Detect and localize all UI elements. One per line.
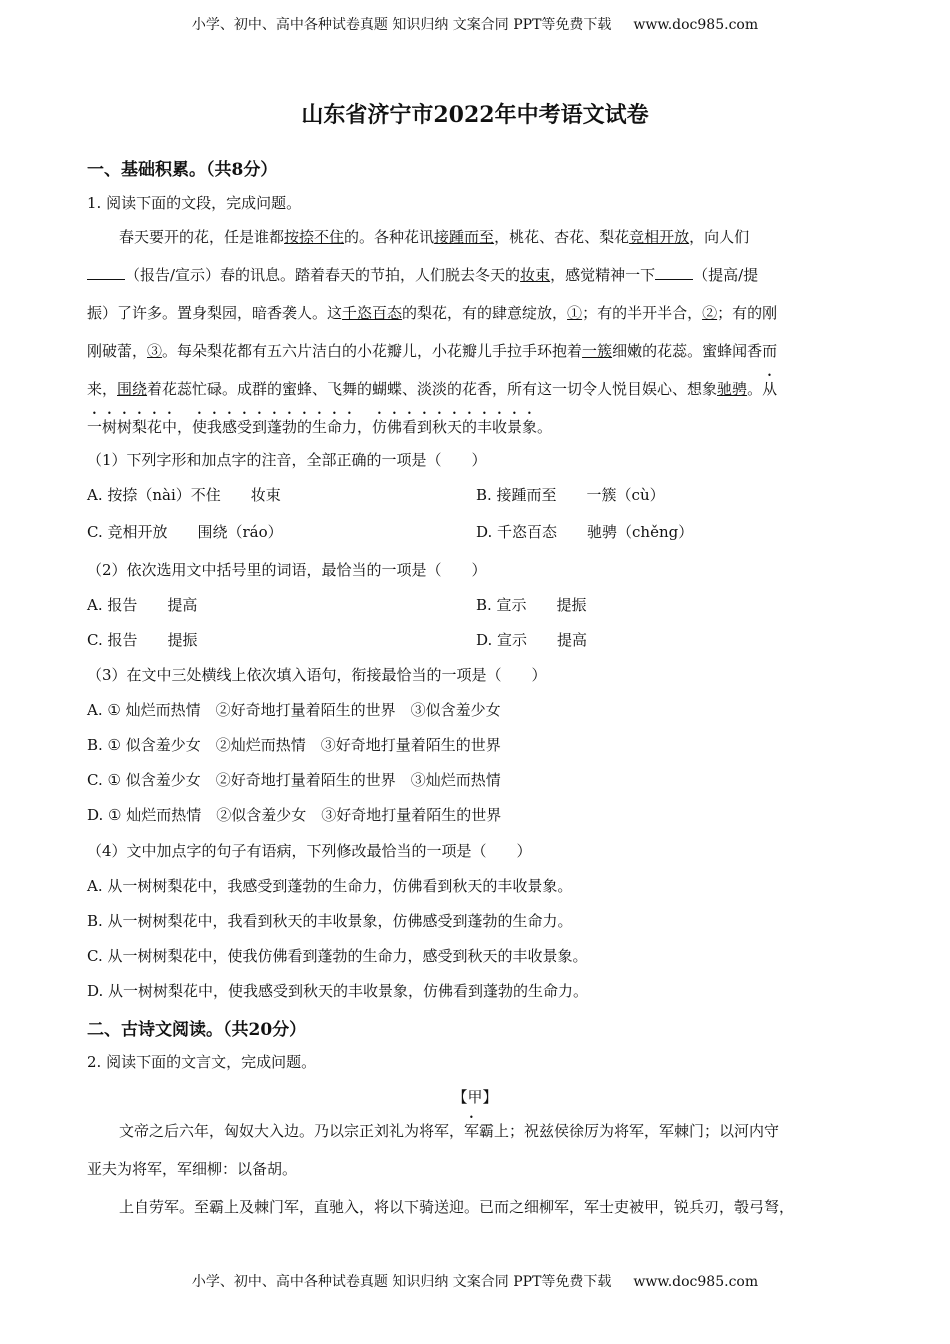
section-2-heading: 二、古诗文阅读。（共20分） [87,1020,307,1040]
sub4-option-d: D. 从一树树梨花中，使我感受到秋天的丰收景象，仿佛看到蓬勃的生命力。 [87,982,589,1000]
dotted-sentence: 一树树梨花中，使我感受到蓬勃的生命力，仿佛看到秋天的丰收景象。 [87,418,553,436]
sub4-stem: （4）文中加点字的句子有语病，下列修改最恰当的一项是（ ） [87,842,532,860]
sub4-option-b: B. 从一树树梨花中，我看到秋天的丰收景象，仿佛感受到蓬勃的生命力。 [87,912,573,930]
question-2-intro: 2. 阅读下面的文言文，完成问题。 [87,1053,317,1071]
sub1-option-a: A. 按捺（nài）不住 妆束 [87,486,281,504]
sub4-option-c: C. 从一树树梨花中，使我仿佛看到蓬勃的生命力，感受到秋天的丰收景象。 [87,947,588,965]
classical-passage: 文帝之后六年，匈奴大入边。乃以宗正刘礼为将军，军霸上；祝兹侯徐厉为将军，军棘门；以河内守 亚夫为将军，军细柳：以备胡。 上自劳军。至霸上及棘门军，直驰入，将以下骑送迎。已而之细柳军，军士吏被甲，锐兵刃，彀弓弩， [87,1122,795,1216]
reading-passage: 春天要开的花，任是谁都按捺不住的。各种花讯接踵而至，桃花、杏花、梨花竞相开放，向人们 （报告/宣示）春的讯息。踏着春天的节拍，人们脱去冬天的妆束，感觉精神一下 （提高/提 振）了许多。置身梨园，暗香袭人。这千恣百态的梨花，有的肆意绽放，①；有的半开半合，②；有的刚 刚破蕾，③。每朵梨花都有五六片洁白的小花瓣儿，小花瓣儿手拉手环抱着一簇细嫩的花蕊。蜜蜂闻香而 来，围绕着花蕊忙碌。成群的蜜蜂、飞舞的蝴蝶、淡淡的花香，所有这一切令人悦目娱心、想象驰骋。从 一树树梨花中，使我感受到蓬勃的生命力，仿佛看到秋天的丰收景象。 [87,228,778,436]
sub2-option-a: A. 报告 提高 [87,596,198,614]
blank-1 [87,265,125,280]
sub1-option-c: C. 竞相开放 围绕（ráo） [87,523,283,541]
blank-2 [655,265,693,280]
footer-text: 小学、初中、高中各种试卷真题 知识归纳 文案合同 PPT等免费下载 [191,1274,612,1290]
sub3-option-c: C. ① 似含羞少女 ②好奇地打量着陌生的世界 ③灿烂而热情 [87,771,501,789]
sub1-option-d: D. 千恣百态 驰骋（chěng） [476,523,694,541]
page-footer [0,1271,950,1291]
section-1-heading: 一、基础积累。（共8分） [87,160,278,180]
sub2-stem: （2）依次选用文中括号里的词语，最恰当的一项是（ ） [87,561,487,579]
sub3-option-a: A. ① 灿烂而热情 ②好奇地打量着陌生的世界 ③似含羞少女 [87,701,501,719]
sub2-option-c: C. 报告 提振 [87,631,198,649]
sub3-stem: （3）在文中三处横线上依次填入语句，衔接最恰当的一项是（ ） [87,666,547,684]
jia-label: 【甲】 [452,1088,498,1106]
footer-site[interactable]: www.doc985.com [633,1274,759,1290]
sub3-option-b: B. ① 似含羞少女 ②灿烂而热情 ③好奇地打量着陌生的世界 [87,736,501,754]
sub4-option-a: A. 从一树树梨花中，我感受到蓬勃的生命力，仿佛看到秋天的丰收景象。 [87,877,573,895]
page-title: 山东省济宁市2022年中考语文试卷 [301,102,649,128]
sub2-option-b: B. 宣示 提振 [476,596,587,614]
sub1-stem: （1）下列字形和加点字的注音，全部正确的一项是（ ） [87,451,487,469]
header-text: 小学、初中、高中各种试卷真题 知识归纳 文案合同 PPT等免费下载 [191,17,612,33]
sub3-option-d: D. ① 灿烂而热情 ②似含羞少女 ③好奇地打量着陌生的世界 [87,806,502,824]
page-header [0,14,950,34]
sub1-option-b: B. 接踵而至 一簇（cù） [476,486,665,504]
header-site[interactable]: www.doc985.com [633,17,759,33]
question-1-intro: 1. 阅读下面的文段，完成问题。 [87,194,302,212]
sub2-option-d: D. 宣示 提高 [476,631,588,649]
